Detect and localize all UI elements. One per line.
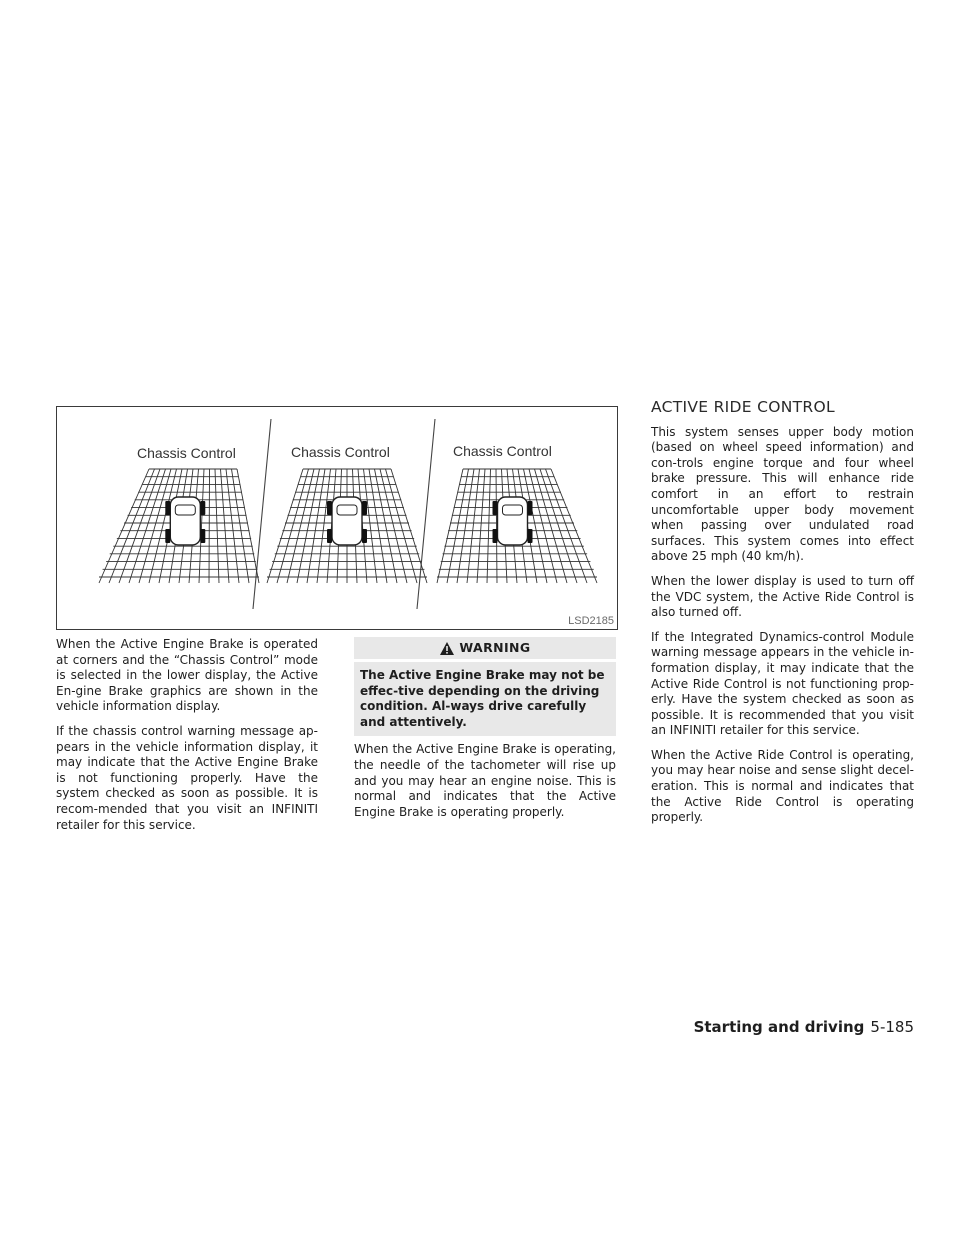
paragraph: If the Integrated Dynamics-control Module warning message appears in the vehicle in-formation display, it may indicate that the Active Ride Control is not functioning prop-erly. Have the system checked as soon as possible. It is recommended that you visit an INFINITI retailer for this service. [651,629,914,738]
car-wheel [165,501,170,515]
grid-line [551,469,597,583]
grid-line [540,469,577,583]
divider-line [253,419,271,609]
grid-line [535,469,568,583]
car-body [170,497,200,545]
page-footer [694,1018,914,1036]
grid-line [99,469,149,583]
car-wheel [362,501,367,515]
car-wheel [165,529,170,543]
grid-line [386,469,418,583]
car-body [498,497,528,545]
middle-column [354,637,616,829]
paragraph: When the Active Ride Control is operating, you may hear noise and sense slight decel-eration. This is normal and indicates that the Active Ride Control is operating properly. [651,747,914,825]
paragraph: When the Active Engine Brake is operating, the needle of the tachometer will rise up and you may hear an engine noise. This is normal and indicates that the Active Engine Brake is operating properly. [354,742,616,819]
warning-triangle-icon [439,641,455,656]
warning-header [354,637,616,659]
grid-line [467,469,480,583]
panel-title-center: Chassis Control [291,444,390,460]
grid-line [277,469,309,583]
grid-line [267,469,303,583]
car-windshield [337,505,357,515]
grid-line [529,469,557,583]
right-column [651,400,914,835]
car-wheel [362,529,367,543]
car-windshield [175,505,195,515]
car-wheel [528,529,533,543]
grid-line [477,469,485,583]
paragraph: If the chassis control warning message ap-pears in the vehicle information display, it may indicate that the Active Engine Brake is not functioning properly. Have the system checked as soon as possible. It is recom-mended that you visit an INFINITI retailer for this service. [56,723,318,832]
car-wheel [200,529,205,543]
grid-line [139,469,171,583]
paragraph: When the lower display is used to turn off the VDC system, the Active Ride Control is also turned off. [651,573,914,620]
grid-line [546,469,588,583]
road-grid-graphic [267,469,427,583]
grid-line [119,469,160,583]
panel-title-right: Chassis Control [453,443,552,459]
illustration-canvas [57,407,617,629]
figure-code: LSD2185 [568,615,614,627]
car-wheel [200,501,205,515]
grid-line [209,469,210,583]
page-number: 5-185 [870,1018,914,1036]
footer-section-title: Starting and driving [693,1018,865,1036]
car-wheel [493,501,498,515]
paragraph: This system senses upper body motion (based on wheel speed information) and con-trols engine torque and four wheel brake pressure. This will enhance ride comfort in an effort to restrain uncomfortable upper body movement when passing over undulated road surfaces. This system comes into effect above 25 mph (40 km/h). [651,424,914,564]
car-wheel [327,501,332,515]
paragraph: When the Active Engine Brake is operated at corners and the “Chassis Control” mode is selected in the lower display, the Active En-gine Brake graphics are shown in the vehicle information display. [56,637,318,714]
warning-text: The Active Engine Brake may not be effec-tive depending on the driving condition. Al-ways drive carefully and attentively. [354,662,616,736]
car-windshield [503,505,523,515]
road-grid-graphic [99,469,259,583]
section-heading: ACTIVE RIDE CONTROL [651,398,835,416]
warning-title: WARNING [459,640,531,656]
grid-line [215,469,219,583]
panel-title-left: Chassis Control [137,445,236,461]
chassis-control-illustration [56,406,618,630]
grid-line [487,469,491,583]
car-wheel [528,501,533,515]
road-grid-graphic [437,469,597,583]
left-column [56,637,318,842]
grid-line [391,469,427,583]
car-wheel [327,529,332,543]
car-wheel [493,529,498,543]
car-body [332,497,362,545]
